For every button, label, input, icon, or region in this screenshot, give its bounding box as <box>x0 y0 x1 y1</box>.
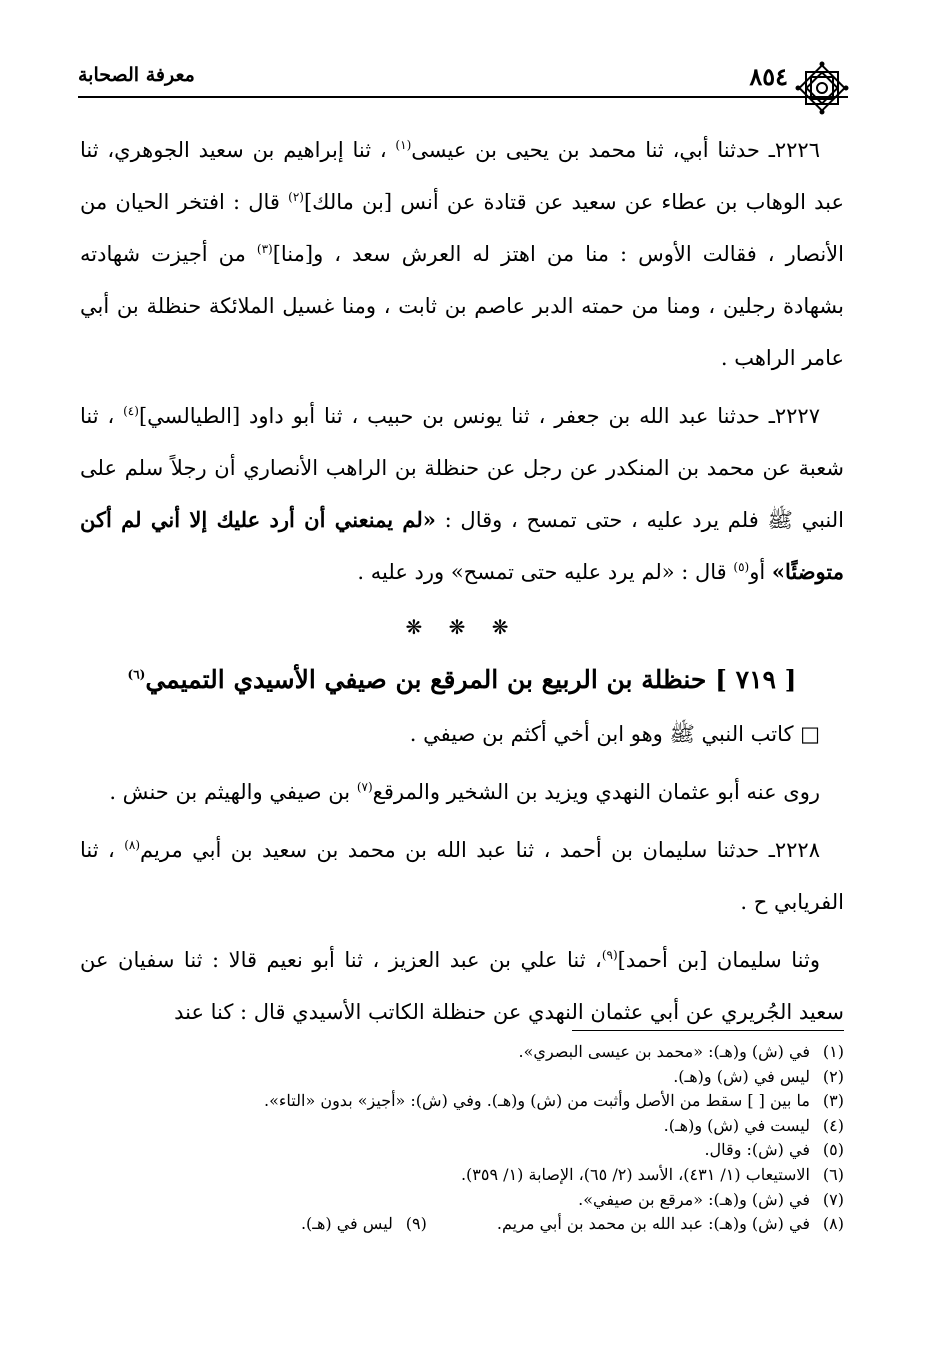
page-header <box>78 60 848 96</box>
footnote-ref-5: (٥) <box>733 560 750 574</box>
footnotes <box>100 1040 844 1237</box>
footnote-7: (٧)في (ش) و(هـ): «مرقع بن صيفي». <box>578 1189 844 1209</box>
hadith-2227: ٢٢٢٧ـ حدثنا عبد الله بن جعفر ، ثنا يونس بن حبيب ، ثنا أبو داود [الطيالسي]$^{(٤)}$ ، ثنا شعبة عن محمد بن المنكدر عن رجل عن حنظلة بن الراهب الأنصاري أن رجلاً سلم على النبي ﷺ فلم يرد عليه ، حتى تمسح ، وقال : «لم يمنعني أن أرد عليك إلا أني لم أكن متوضئًا» أو$^{(٥)}$ قال : «لم يرد عليه حتى تمسح» ورد عليه . <box>80 404 844 584</box>
footnote-1: (١)في (ش) و(هـ): «محمد بن عيسى البصري». <box>518 1042 844 1061</box>
section-separator: ❋ ❋ ❋ <box>405 615 519 639</box>
footnote-ref-9: (٩) <box>601 948 618 962</box>
footnote-ref-6: (٦) <box>127 667 146 682</box>
entry-narrators: روى عنه أبو عثمان النهدي ويزيد بن الشخير والمرقع$^{(٧)}$ بن صيفي والهيثم بن حنش . <box>109 780 820 804</box>
footnote-ref-8: (٨) <box>124 838 141 852</box>
footnote-ref-1: (١) <box>395 138 412 152</box>
footnote-4: (٤)ليست في (ش) و(هـ). <box>663 1115 844 1135</box>
footnote-9: (٩)ليس في (هـ). <box>300 1214 427 1234</box>
footnote-ref-2: (٢) <box>288 190 304 204</box>
footnote-2: (٢)ليس في (ش) و(هـ). <box>673 1066 844 1086</box>
main-text <box>80 124 844 1038</box>
footnote-row-8-9 <box>100 1212 844 1237</box>
prophetic-quote: «لم يمنعني أن أرد عليك إلا أني لم أكن متوضئًا» <box>80 507 844 584</box>
hadith-2226: ٢٢٢٦ـ حدثنا أبي، ثنا محمد بن يحيى بن عيسى$^{(١)}$ ، ثنا إبراهيم بن سعيد الجوهري، ثنا عبد الوهاب بن عطاء عن سعيد عن قتادة عن أنس [بن مالك]$^{(٢)}$ قال : افتخر الحيان من الأنصار ، فقالت الأوس : منا من اهتز له العرش سعد ، و[منا]$^{(٣)}$ من أجيزت شهادته بشهادة رجلين ، ومنا من حمته الدبر عاصم بن ثابت ، ومنا غسيل الملائكة حنظلة بن أبي عامر الراهب . <box>80 138 844 370</box>
hadith-2228: ٢٢٢٨ـ حدثنا سليمان بن أحمد ، ثنا عبد الله بن محمد بن سعيد بن أبي مريم$^{(٨)}$ ، ثنا الفريابي ح . <box>80 838 844 914</box>
isnad-chain: وثنا سليمان [بن أحمد]$^{(٩)}$، ثنا علي بن عبد العزيز ، ثنا أبو نعيم قالا : ثنا سفيان عن سعيد الجُريري عن أبي عثمان النهدي عن حنظلة الكاتب الأسيدي قال : كنا عند <box>80 948 844 1024</box>
footnote-3: (٣)ما بين [ ] سقط من الأصل وأثبت من (ش) و(هـ). وفي (ش): «أجيز» بدون «التاء». <box>264 1091 844 1111</box>
footnote-ref-3: (٣) <box>256 242 273 256</box>
octagram-ornament-icon <box>794 60 850 116</box>
footnote-5: (٥)في (ش): وقال. <box>704 1140 844 1160</box>
footnote-ref-7: (٧) <box>356 780 373 794</box>
entry-description: □ كاتب النبي ﷺ وهو ابن أخي أكثم بن صيفي . <box>409 722 820 746</box>
footnote-6: (٦)الاستيعاب (١/ ٤٣١)، الأسد (٢/ ٦٥)، الإصابة (١/ ٣٥٩). <box>460 1164 844 1184</box>
entry-title: [ ٧١٩ ] حنظلة بن الربيع بن المرقع بن صيفي الأسيدي التميمي$^{(٦)}$ <box>127 665 797 694</box>
footnote-ref-4: (٤) <box>123 404 139 418</box>
footnote-rule <box>572 1030 844 1031</box>
page-number: ٨٥٤ <box>749 62 788 91</box>
header-rule <box>78 96 848 98</box>
book-title: معرفة الصحابة <box>78 64 195 86</box>
footnote-8: (٨)في (ش) و(هـ): عبد الله بن محمد بن أبي مريم. <box>496 1214 844 1234</box>
